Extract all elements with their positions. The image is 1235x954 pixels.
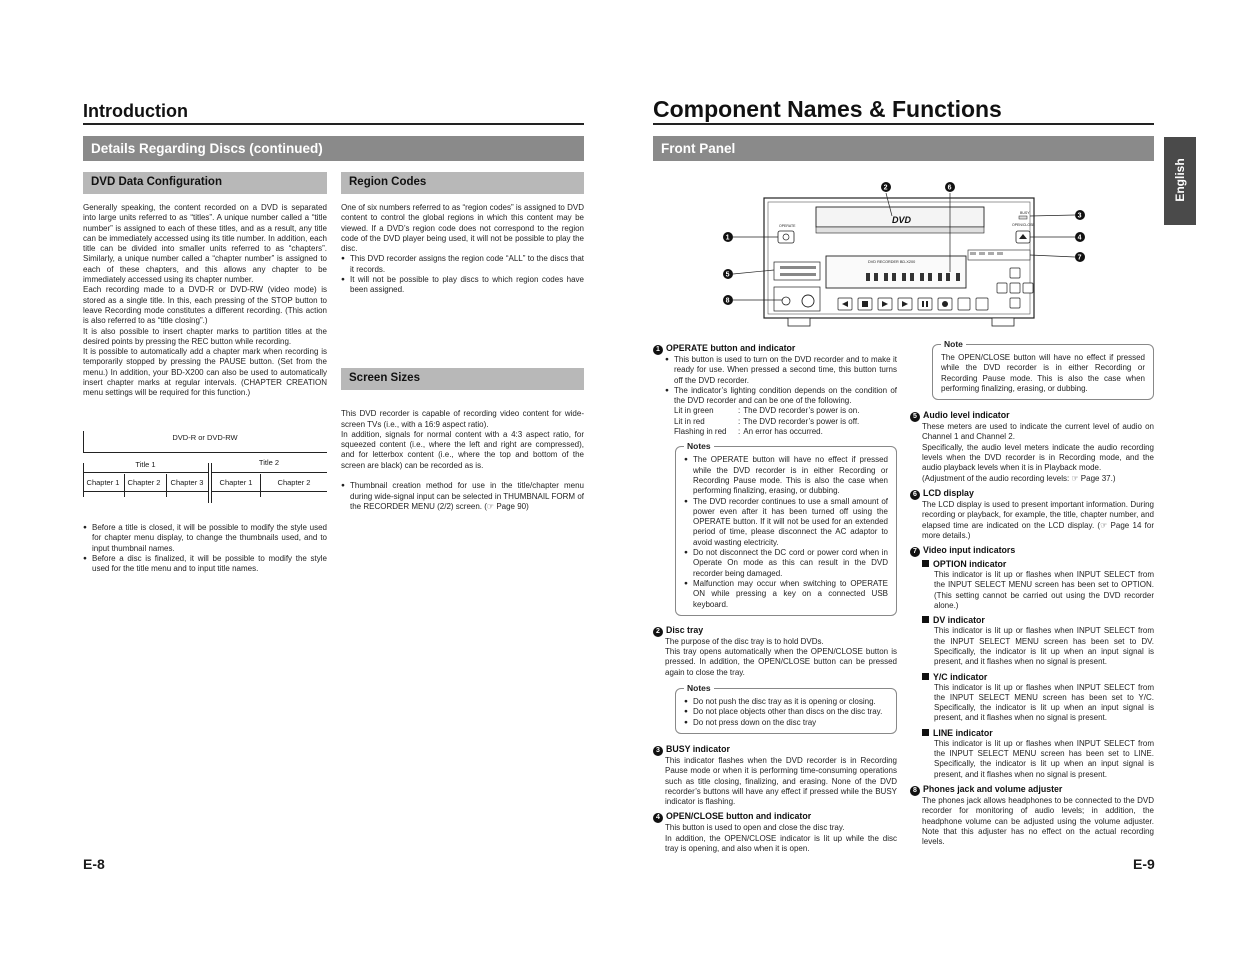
dv-indicator-name: DV indicator	[933, 615, 985, 626]
lcd-heading	[910, 488, 1154, 500]
operate-note-2: ● The DVD recorder continues to use a small amount of power even after it has been turned off using the OPERATE button. If it will not be used for an extended period of time, please disconnect the AC adaptor to avoid wasting electricity.	[684, 497, 888, 548]
diagram-t1-ch2: Chapter 2	[127, 478, 161, 487]
busy-heading	[653, 744, 897, 756]
nav-right	[1023, 283, 1033, 293]
svg-text:5: 5	[725, 271, 730, 279]
device-foot-left	[788, 318, 810, 326]
openclose-note-box	[932, 339, 1154, 400]
state-1-name: Lit in green	[674, 406, 714, 416]
operate-bullet-2: ● The indicator’s lighting condition depends on the condition of the DVD recorder and can be one of the following.	[665, 386, 897, 407]
yc-indicator-name: Y/C indicator	[933, 671, 988, 682]
right-page-number: E-9	[1133, 856, 1155, 872]
disc-tray-lip	[816, 227, 984, 233]
operate-note-3: ● Do not disconnect the DC cord or power cord when in Operate On mode as this can result in the DVD recorder being damaged.	[684, 548, 888, 579]
audio-heading-text: Audio level indicator	[923, 410, 1010, 421]
nav-down	[1010, 298, 1020, 308]
line-indicator-name: LINE indicator	[933, 727, 993, 738]
operate-button	[778, 231, 794, 243]
diagram-t1-right	[208, 463, 209, 503]
english-tab-label: English	[1173, 158, 1187, 202]
phones-volume-knob	[802, 295, 814, 307]
diagram-title-2: Title 2	[258, 458, 280, 467]
busy-text: This indicator flashes when the DVD recorder is in Recording Pause mode or when it is performing time-consuming operations such as title closing, finalizing, and erasing. None of the DVD recorder’s buttons will have any effect if pressed while the BUSY indicator is flashing.	[665, 755, 897, 807]
audio-text: These meters are used to indicate the current level of audio on Channel 1 and Channel 2. Specifically, the audio level meters indicate the audio recording levels when the DVD recorder is in Recording mode, and the audio playback levels when it is in Playback mode. (Adjustment of the audio recording levels: ☞ Page 37.)	[922, 422, 1154, 483]
dvd-config-para-4: It is possible to automatically add a chapter mark when recording is temporarily stopped by pressing the PAUSE button. (Set from the menu.) In addition, your BD-X200 can also be used to automatically insert chapter marks at regular intervals. (CHAPTER CREATION menu settings will be required for this function.)	[83, 347, 327, 398]
svg-text:2: 2	[883, 184, 888, 192]
line-indicator-text: This indicator is lit up or flashes when INPUT SELECT from the INPUT SELECT MENU screen has been set to LINE. Specifically, the indicator is lit up when an input signal is present, and it flashes when no signal is present.	[934, 738, 1154, 779]
right-col-2	[910, 339, 1154, 847]
dvd-config-para-1: Generally speaking, the content recorded on a DVD is separated into large units referred to as “titles”. A unique number called a “title number” is assigned to each of these titles, and as a result, any title can be immediately accessed using its title number. In addition, each title can be divided into smaller units referred to as “chapters”. Similarly, a unique number called a “chapter number” is assigned to each of these chapters, and this allows any chapter to be immediately accessed using its chapter number.	[83, 203, 327, 285]
screen-sizes-body	[341, 399, 584, 523]
lcd-num: 6	[910, 490, 920, 500]
operate-note-1: ● The OPERATE button will have no effect if pressed while the DVD recorder is in either Recording or Recording Pause mode. This is also the case when performing finalizing, erasing, or dubbing.	[684, 455, 888, 496]
input-indicator-dv	[979, 252, 985, 255]
region-codes-bullet-1: ● This DVD recorder assigns the region code “ALL” to the discs that it records.	[341, 254, 584, 275]
diagram-t2-ch1: Chapter 1	[219, 478, 253, 487]
disc-tray-note-3: ● Do not press down on the disc tray	[684, 718, 888, 728]
state-2-sep: :	[738, 416, 741, 426]
dvd-config-para-3: It is also possible to insert chapter marks to partition titles at the desired points by pressing the REC button while recording.	[83, 326, 327, 346]
right-col-1	[653, 339, 897, 854]
disc-tray-note-1: ● Do not push the disc tray as it is opening or closing.	[684, 697, 888, 707]
diagram-disc-left-edge	[83, 431, 84, 453]
disc-tray-heading	[653, 625, 897, 637]
dvd-config-bullet-1: ● Before a title is closed, it will be possible to modify the style used for chapter menu display, to change the thumbnails used, and to input thumbnail names.	[83, 523, 327, 554]
operate-note-4: ● Malfunction may occur when switching to OPERATE ON while pressing a key on a connected USB keyboard.	[684, 579, 888, 610]
right-main-title: Component Names & Functions	[653, 96, 1002, 122]
nav-enter	[1010, 283, 1020, 293]
diagram-t1-bottom	[83, 491, 208, 492]
phones-text: The phones jack allows headphones to be connected to the DVD recorder for monitoring of audio levels; in addition, the headphone volume can be adjusted using the volume adjuster. Note that this adjuster has no effect on the actual recording levels.	[922, 795, 1154, 847]
dv-indicator-heading	[922, 615, 1154, 626]
region-codes-heading: Region Codes	[341, 172, 584, 194]
diagram-t1-ch1: Chapter 1	[86, 478, 120, 487]
screen-sizes-heading: Screen Sizes	[341, 368, 584, 390]
region-codes-bullet-2: ● It will not be possible to play discs to which region codes have been assigned.	[341, 275, 584, 296]
audio-num: 5	[910, 412, 920, 422]
svg-text:7: 7	[1077, 254, 1082, 262]
dvd-logo: DVD	[892, 215, 912, 225]
yc-indicator-text: This indicator is lit up or flashes when INPUT SELECT from the INPUT SELECT MENU screen has been set to Y/C. Specifically, the indicator is lit up when an input signal is present, and it flashes when no signal is present.	[934, 682, 1154, 723]
openclose-text: This button is used to open and close the disc tray. In addition, the OPEN/CLOSE indicator is lit up while the disc tray is opening, and also when it is open.	[665, 823, 897, 853]
option-indicator-text: This indicator is lit up or flashes when INPUT SELECT from the INPUT SELECT MENU screen has been set to OPTION. (This setting cannot be carried out using the DVD recorder alone.)	[934, 570, 1154, 611]
svg-text:8: 8	[725, 297, 730, 305]
diagram-t1-line	[83, 472, 208, 473]
svg-text:6: 6	[947, 184, 952, 192]
operate-notes-box	[675, 441, 897, 615]
operate-label: OPERATE	[779, 224, 796, 228]
right-title-rule	[653, 123, 1154, 125]
left-page-number: E-8	[83, 856, 105, 872]
lcd-text: The LCD display is used to present important information. During recording or playback, for example, the title, chapter number, and elapsed time are indicated on the LCD display. (☞ Page 14 for more details.)	[922, 499, 1154, 540]
diagram-disc-line	[83, 452, 327, 453]
front-panel-illustration	[720, 178, 1092, 332]
disc-tray-notes-label: Notes	[684, 683, 714, 693]
input-indicator-option	[970, 252, 976, 255]
diagram-t2-ch2: Chapter 2	[277, 478, 311, 487]
video-input-num: 7	[910, 547, 920, 557]
diagram-t2-line	[211, 472, 327, 473]
input-indicator-line	[997, 252, 1003, 255]
disc-tray-heading-text: Disc tray	[666, 624, 704, 635]
operate-notes-label: Notes	[684, 441, 714, 451]
title-chapter-diagram	[83, 430, 327, 502]
dvd-config-para-2: Each recording made to a DVD-R or DVD-RW (video mode) is stored as a single title. In this, each pressing of the STOP button to leave Recording mode constitutes a different recording. (This action is also referred to as “title closing”.)	[83, 285, 327, 326]
english-tab	[1164, 137, 1196, 225]
state-2-desc: The DVD recorder’s power is off.	[743, 416, 860, 426]
disc-tray-notes-box	[675, 683, 897, 734]
audio-level-meter	[774, 262, 820, 280]
region-codes-para: One of six numbers referred to as “region codes” is assigned to DVD content to control the global regions in which this content may be viewed. If a DVD’s region code does not correspond to the region code of the DVD player being used, it will not be possible to play the disc.	[341, 203, 584, 254]
state-1-desc: The DVD recorder’s power is on.	[743, 406, 860, 416]
busy-indicator	[1019, 216, 1027, 219]
state-1-sep: :	[738, 406, 741, 416]
state-2-name: Lit in red	[674, 416, 705, 426]
openclose-heading	[653, 811, 897, 823]
dv-indicator-text: This indicator is lit up or flashes when INPUT SELECT from the INPUT SELECT MENU screen has been set to DV. Specifically, the indicator is lit up when an input signal is present, and it flashes when no signal is present.	[934, 626, 1154, 667]
state-3-desc: An error has occurred.	[743, 427, 823, 437]
dvd-config-bullet-2: ● Before a disc is finalized, it will be possible to modify the style used for the title menu and to input title names.	[83, 554, 327, 575]
lcd-model-text: DVD RECORDER BD-X200	[868, 260, 916, 264]
option-indicator-name: OPTION indicator	[933, 559, 1007, 570]
yc-indicator-heading	[922, 672, 1154, 683]
line-indicator-heading	[922, 728, 1154, 739]
audio-heading	[910, 410, 1154, 422]
disc-tray-text: The purpose of the disc tray is to hold DVDs. This tray opens automatically when the OPEN/CLOSE button is pressed. In addition, the OPEN/CLOSE button can be pressed again to close the tray.	[665, 636, 897, 677]
state-3-sep: :	[738, 427, 741, 437]
disc-tray-num: 2	[653, 627, 663, 637]
operate-states-table	[674, 406, 862, 437]
operate-heading	[653, 343, 897, 355]
option-indicator-heading	[922, 559, 1154, 570]
left-banner: Details Regarding Discs (continued)	[83, 136, 584, 161]
dvd-config-bullets	[83, 523, 327, 574]
openclose-label: OPEN/CLOSE	[1012, 223, 1035, 227]
state-3-name: Flashing in red	[674, 427, 727, 437]
busy-label: BUSY	[1020, 211, 1030, 215]
nav-up	[1010, 268, 1020, 278]
disc-tray-note-2: ● Do not place objects other than discs on the disc tray.	[684, 707, 888, 717]
nav-left	[997, 283, 1007, 293]
dvd-config-heading: DVD Data Configuration	[83, 172, 327, 194]
region-codes-body	[341, 203, 584, 296]
openclose-note-text: The OPEN/CLOSE button will have no effect if pressed while the DVD recorder is in either Recording or Recording Pause mode. This is also the case when performing finalizing, erasing, or dubbing.	[941, 353, 1145, 393]
option-square-icon	[922, 560, 929, 567]
phones-heading	[910, 784, 1154, 796]
diagram-t2-bottom	[211, 491, 327, 492]
yc-square-icon	[922, 673, 929, 680]
diagram-disc-label: DVD-R or DVD-RW	[172, 433, 238, 442]
operate-bullet-1: ● This button is used to turn on the DVD recorder and to make it ready for use. When pressed a second time, this button turns off the DVD recorder.	[665, 355, 897, 386]
diagram-t1-ch3: Chapter 3	[170, 478, 204, 487]
lcd-heading-text: LCD display	[923, 487, 974, 498]
left-section-title: Introduction	[83, 101, 188, 121]
dvd-config-body	[83, 203, 327, 399]
left-title-rule	[83, 123, 584, 125]
screen-sizes-para: This DVD recorder is capable of recording video content for wide-screen TVs (i.e., with a 16:9 aspect ratio). In addition, signals for normal content with a 4:3 aspect ratio, for squeezed content (i.e., where the left and right are compressed), and for letterbox content (i.e., where the top and bottom of the screen are black) can be recorded as is.	[341, 409, 584, 470]
svg-text:3: 3	[1077, 212, 1082, 220]
device-foot-right	[992, 318, 1014, 326]
screen-sizes-bullet-1: ● Thumbnail creation method for use in the title/chapter menu during wide-signal input can be selected in THUMBNAIL FORM of the RECORDER MENU (2/2) screen. (☞ Page 90)	[341, 481, 584, 512]
dv-square-icon	[922, 616, 929, 623]
operate-num: 1	[653, 345, 663, 355]
right-banner: Front Panel	[653, 136, 1154, 161]
phones-heading-text: Phones jack and volume adjuster	[923, 783, 1063, 794]
phones-jack	[782, 297, 790, 305]
video-input-heading	[910, 545, 1154, 557]
openclose-num: 4	[653, 813, 663, 823]
line-square-icon	[922, 729, 929, 736]
svg-text:4: 4	[1077, 234, 1082, 242]
openclose-heading-text: OPEN/CLOSE button and indicator	[666, 811, 812, 822]
busy-heading-text: BUSY indicator	[666, 743, 730, 754]
phones-num: 8	[910, 786, 920, 796]
diagram-title-1: Title 1	[135, 460, 156, 469]
video-input-heading-text: Video input indicators	[923, 545, 1016, 556]
openclose-note-label: Note	[941, 339, 966, 349]
input-indicator-yc	[988, 252, 994, 255]
diagram-t2-left	[211, 463, 212, 503]
busy-num: 3	[653, 746, 663, 756]
svg-text:1: 1	[725, 234, 730, 242]
operate-heading-text: OPERATE button and indicator	[666, 343, 796, 353]
